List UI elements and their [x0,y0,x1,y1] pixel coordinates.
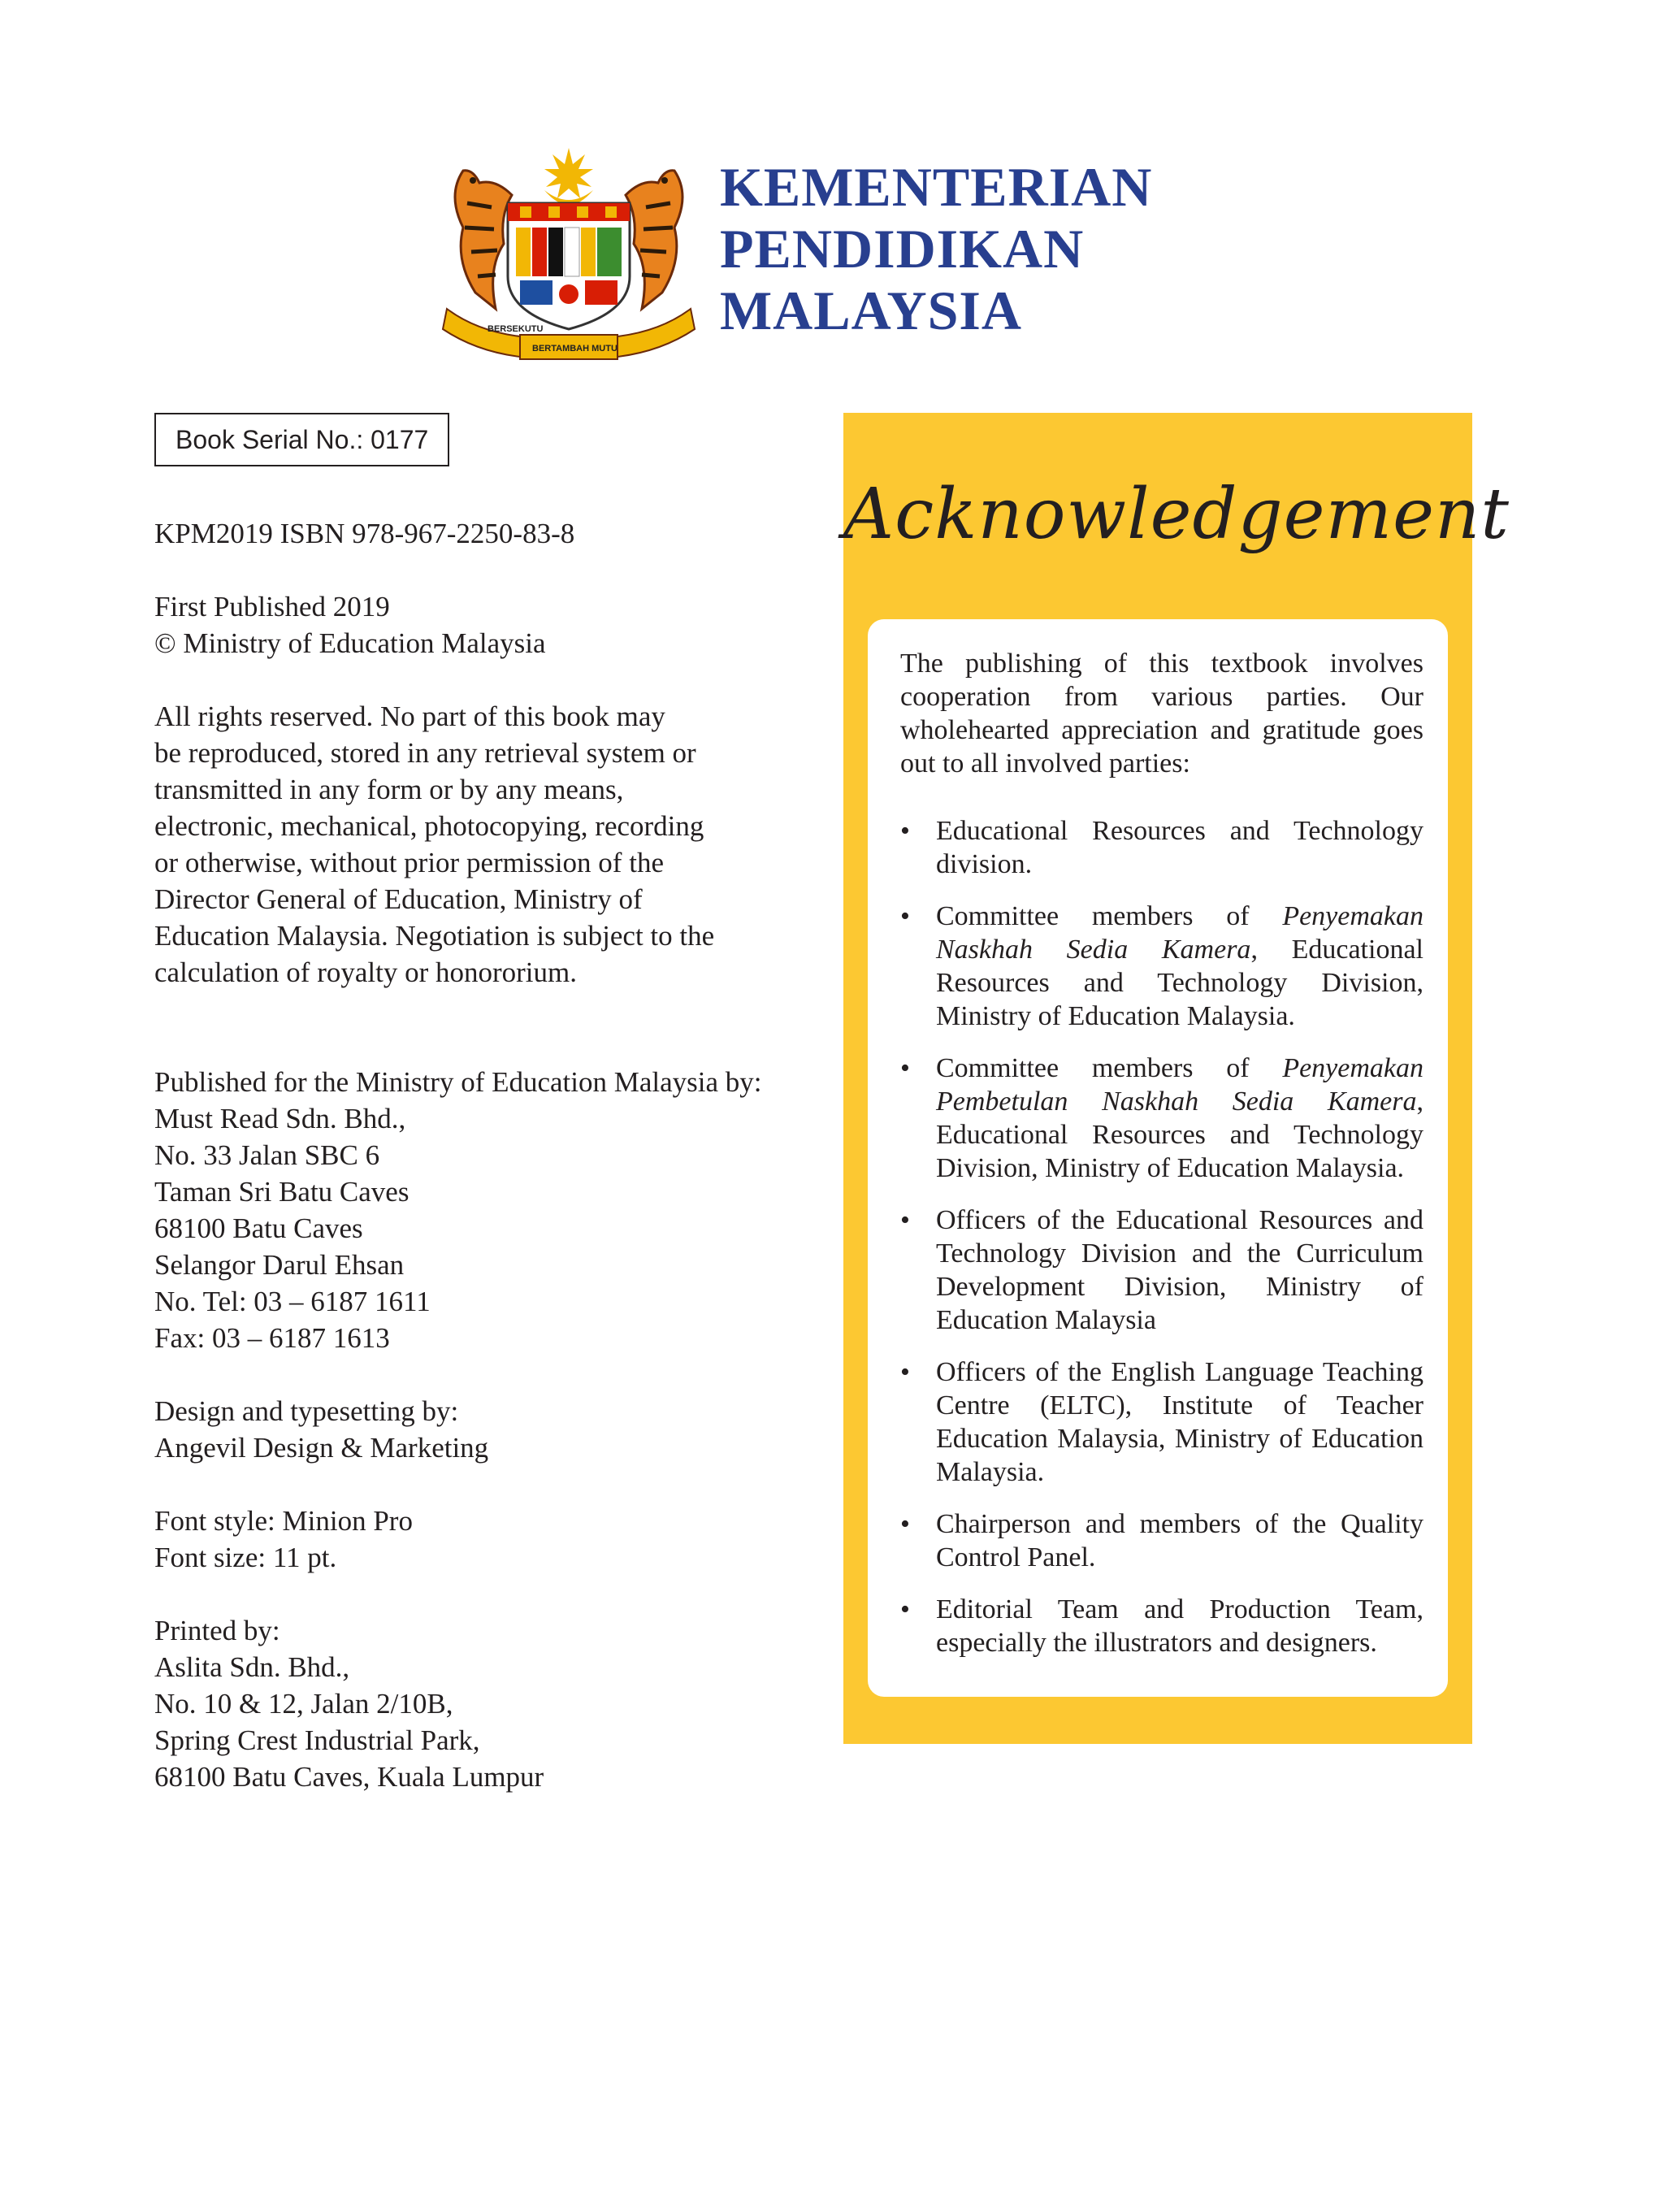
list-item [900,1052,1424,1185]
bullet-icon: • [900,1509,910,1539]
crescent-star-icon [544,148,593,205]
publisher-line: Must Read Sdn. Bhd., [154,1103,406,1134]
acknowledgement-title: Acknowledgement [843,474,1510,555]
printer-info [154,1612,804,1795]
motto-top-text: BERSEKUTU [488,324,544,334]
item-text: , Educational Resources and Technology Division, Ministry of Education Malaysia. [936,935,1424,1031]
list-item [900,1593,1424,1659]
design-line: Angevil Design & Marketing [154,1432,489,1464]
font-info [154,1503,804,1576]
first-published: First Published 2019 [154,591,390,622]
copyright: © Ministry of Education Malaysia [154,627,546,659]
rights-line: calculation of royalty or honororium. [154,956,577,988]
item-text: Chairperson and members of the Quality Control Panel. [936,1509,1424,1572]
item-text: Editorial Team and Production Team, especially the illustrators and designers. [936,1594,1424,1658]
printer-line: Aslita Sdn. Bhd., [154,1651,350,1683]
bullet-icon: • [900,816,910,846]
acknowledgement-card [868,619,1448,1697]
design-line: Design and typesetting by: [154,1395,459,1427]
bullet-icon: • [900,1053,910,1083]
rights-notice [154,698,804,991]
rights-line: All rights reserved. No part of this book may [154,700,665,732]
bullet-icon: • [900,1594,910,1624]
item-text: Committee members of [936,901,1283,931]
bullet-icon: • [900,901,910,931]
rights-line: electronic, mechanical, photocopying, recording [154,810,704,842]
publisher-info [154,1064,804,1356]
rights-line: Director General of Education, Ministry of [154,883,643,915]
ministry-line-3: MALAYSIA [720,280,1023,341]
list-item [900,900,1424,1033]
rights-line: transmitted in any form or by any means, [154,774,624,805]
item-text: Officers of the Educational Resources and Technology Division and the Curriculum Development Division, Ministry of Education Malaysia [936,1205,1424,1335]
publication-info [154,588,804,661]
acknowledgement-panel [843,413,1510,1744]
font-line: Font size: 11 pt. [154,1542,337,1573]
isbn: KPM2019 ISBN 978-967-2250-83-8 [154,518,575,549]
acknowledgement-list [900,814,1424,1659]
item-italic-text: Penyemakan Pembetulan Naskhah Sedia Kamera [936,1053,1424,1117]
list-item [900,1355,1424,1489]
item-italic-text: Penyemakan Naskhah Sedia Kamera [936,901,1424,965]
publisher-line: 68100 Batu Caves [154,1212,363,1244]
tiger-right-icon [626,171,682,309]
publisher-line: Published for the Ministry of Education Malaysia by: [154,1066,762,1098]
ministry-line-1: KEMENTERIAN [720,156,1153,218]
malaysia-coat-of-arms-icon [431,138,707,366]
list-item [900,814,1424,881]
item-text: Educational Resources and Technology division. [936,816,1424,879]
book-serial-box: Book Serial No.: 0177 [154,413,449,466]
printer-line: 68100 Batu Caves, Kuala Lumpur [154,1761,544,1793]
rights-line: be reproduced, stored in any retrieval system or [154,737,696,769]
publisher-line: Fax: 03 – 6187 1613 [154,1322,390,1354]
printer-line: No. 10 & 12, Jalan 2/10B, [154,1688,453,1720]
printer-line: Spring Crest Industrial Park, [154,1724,480,1756]
motto-bottom-text: BERTAMBAH MUTU [532,344,618,353]
tiger-left-icon [455,171,512,309]
header [431,138,1153,382]
bullet-icon: • [900,1357,910,1387]
font-line: Font style: Minion Pro [154,1505,413,1537]
rights-line: Education Malaysia. Negotiation is subject to the [154,920,715,952]
acknowledgement-intro: The publishing of this textbook involves cooperation from various parties. Our wholehearted appreciation and gratitude goes out to all involved parties: [900,648,1424,779]
ministry-title [720,156,1152,341]
publisher-line: No. Tel: 03 – 6187 1611 [154,1286,431,1317]
printer-line: Printed by: [154,1615,280,1646]
item-text: Committee members of [936,1053,1283,1083]
rights-line: or otherwise, without prior permission of the [154,847,664,878]
publisher-line: No. 33 Jalan SBC 6 [154,1139,380,1171]
publisher-line: Taman Sri Batu Caves [154,1176,410,1208]
list-item [900,1204,1424,1337]
item-text: Officers of the English Language Teaching Centre (ELTC), Institute of Teacher Education Malaysia, Ministry of Education Malaysia. [936,1357,1424,1487]
bullet-icon: • [900,1205,910,1235]
list-item [900,1507,1424,1574]
publisher-line: Selangor Darul Ehsan [154,1249,405,1281]
shield-icon [508,203,630,329]
item-text: , Educational Resources and Technology Division, Ministry of Education Malaysia. [936,1086,1424,1183]
imprint-column [154,413,804,1795]
ministry-line-2: PENDIDIKAN [720,218,1085,280]
design-info [154,1393,804,1466]
